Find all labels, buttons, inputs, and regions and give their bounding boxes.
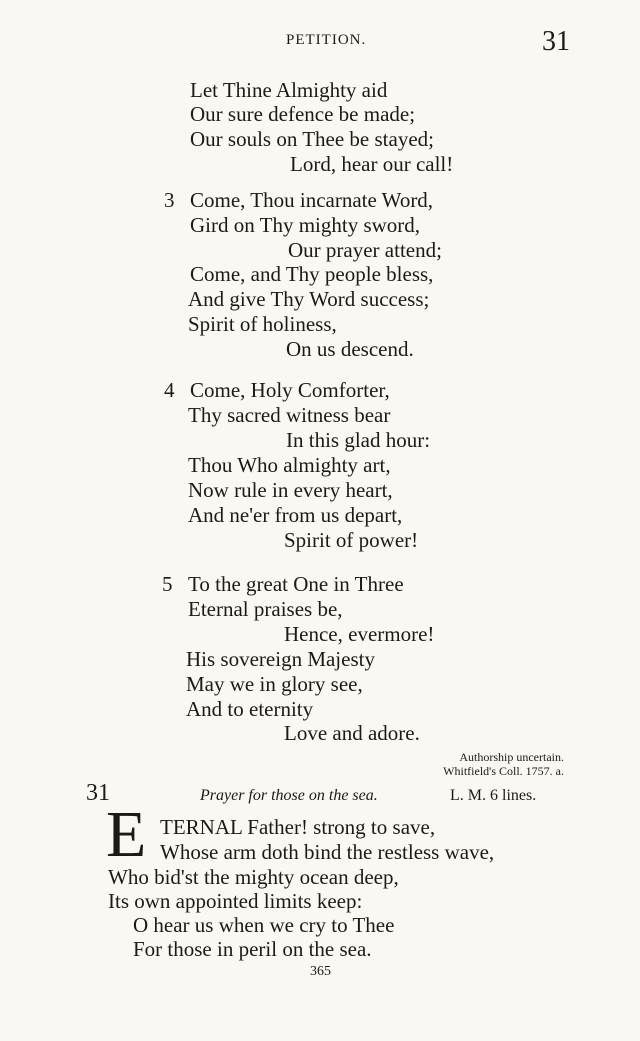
verse-line: May we in glory see, (186, 672, 363, 696)
verse-line: On us descend. (286, 337, 414, 361)
verse-line: And to eternity (186, 697, 314, 721)
verse-line: Our sure defence be made; (190, 102, 416, 126)
drop-cap: E (106, 798, 147, 871)
verse-line: For those in peril on the sea. (133, 937, 372, 961)
hymn-number: 31 (86, 780, 110, 806)
verse-line: Love and adore. (284, 721, 420, 745)
stanza-number: 5 (162, 572, 173, 596)
running-title: PETITION. (286, 32, 367, 48)
verse-line: Lord, hear our call! (290, 152, 454, 176)
stanza-number: 3 (164, 188, 175, 212)
verse-line: His sovereign Majesty (186, 647, 375, 671)
verse-line: Spirit of power! (284, 528, 419, 552)
verse-line: Hence, evermore! (284, 622, 435, 646)
verse-line: In this glad hour: (286, 428, 431, 452)
verse-line: Whose arm doth bind the restless wave, (160, 840, 495, 864)
verse-line: Thy sacred witness bear (188, 403, 391, 427)
verse-line: Who bid'st the mighty ocean deep, (108, 865, 399, 889)
verse-line: Come, Thou incarnate Word, (190, 188, 434, 212)
stanza-number: 4 (164, 378, 175, 402)
attribution-source: Whitfield's Coll. 1757. a. (443, 764, 564, 778)
verse-line: Come, and Thy people bless, (190, 262, 434, 286)
verse-line: Spirit of holiness, (188, 312, 337, 336)
hymn-title: Prayer for those on the sea. (200, 787, 378, 804)
verse-line: TERNAL Father! strong to save, (160, 815, 436, 839)
verse-line: To the great One in Three (188, 572, 404, 596)
verse-line: And ne'er from us depart, (188, 503, 403, 527)
page-number: 31 (542, 26, 570, 57)
verse-line: Now rule in every heart, (188, 478, 393, 502)
verse-line: And give Thy Word success; (188, 287, 430, 311)
verse-line: Its own appointed limits keep: (108, 889, 363, 913)
verse-line: Our prayer attend; (288, 238, 442, 262)
verse-line: Our souls on Thee be stayed; (190, 127, 434, 151)
verse-line: Come, Holy Comforter, (190, 378, 390, 402)
verse-line: Thou Who almighty art, (188, 453, 391, 477)
attribution-author: Authorship uncertain. (459, 750, 564, 764)
verse-line: O hear us when we cry to Thee (133, 913, 395, 937)
verse-line: Gird on Thy mighty sword, (190, 213, 421, 237)
verse-line: Eternal praises be, (188, 597, 343, 621)
hymn-meter: L. M. 6 lines. (450, 787, 537, 804)
verse-line: Let Thine Almighty aid (190, 78, 388, 102)
folio-number: 365 (310, 964, 331, 979)
